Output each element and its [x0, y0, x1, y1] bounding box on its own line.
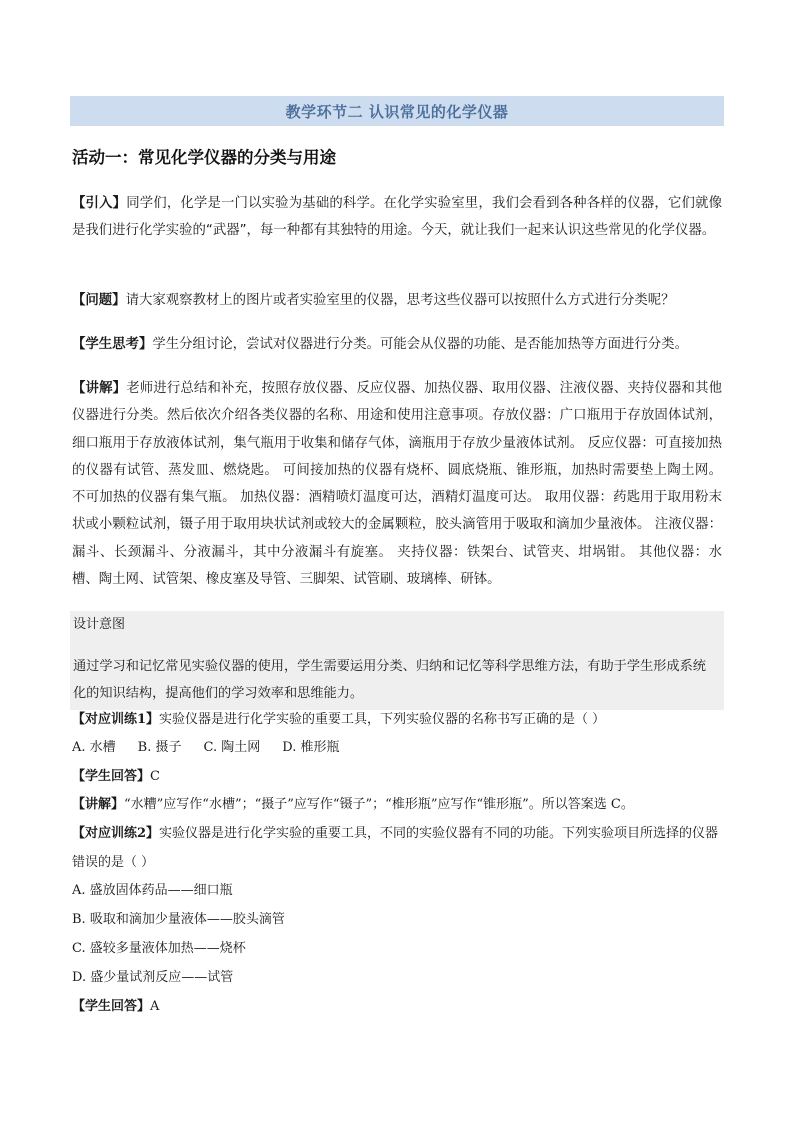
- training2-answer: [72, 993, 722, 1022]
- question-text: 请大家观察教材上的图片或者实验室里的仪器，思考这些仪器可以按照什么方式进行分类呢？: [125, 293, 675, 308]
- training1-option-a: A. 水槽: [72, 740, 116, 755]
- design-intent-label: 设计意图: [73, 617, 126, 632]
- student-think-text: 学生分组讨论，尝试对仪器进行分类。可能会从仪器的功能、是否能加热等方面进行分类。: [152, 337, 688, 352]
- training1-option-d: D. 椎形瓶: [282, 740, 340, 755]
- training2-text: 实验仪器是进行化学实验的重要工具，不同的实验仪器有不同的功能。下列实验项目所选择的仪器错误的是（ ）: [72, 826, 719, 870]
- lecture-paragraph: [72, 375, 722, 593]
- training1-answer-tag: 【学生回答】: [72, 769, 151, 784]
- training1-option-c: C. 陶土网: [203, 740, 261, 755]
- intro-text: 同学们，化学是一门以实验为基础的科学。在化学实验室里，我们会看到各种各样的仪器，它们就像是我们进行化学实验的“武器”，每一种都有其独特的用途。今天，就让我们一起来认识这些常见的化学仪器。: [72, 196, 723, 239]
- training1-explain-tag: 【讲解】: [72, 797, 125, 812]
- training2-answer-tag: 【学生回答】: [72, 999, 151, 1014]
- intro-paragraph: [72, 190, 722, 245]
- training1-question: [72, 706, 722, 735]
- training2-tag: 【对应训练2】: [72, 826, 160, 841]
- training1-text: 实验仪器是进行化学实验的重要工具，下列实验仪器的名称书写正确的是（ ）: [159, 712, 606, 727]
- training2-option-a: A. 盛放固体药品——细口瓶: [72, 883, 233, 898]
- training2-option-d: D. 盛少量试剂反应——试管: [72, 970, 234, 985]
- training1-tag: 【对应训练1】: [72, 712, 160, 727]
- training2-question: [72, 820, 722, 877]
- question-paragraph: [72, 287, 722, 314]
- intro-tag: 【引入】: [72, 196, 127, 211]
- student-think-tag: 【学生思考】: [72, 337, 153, 352]
- question-tag: 【问题】: [72, 293, 126, 308]
- training1-answer: [72, 763, 722, 792]
- training1-explain: [72, 791, 722, 820]
- training2-answer-value: A: [150, 999, 160, 1014]
- student-think-paragraph: [72, 331, 722, 358]
- training2-option-b: B. 吸取和滴加少量液体——胶头滴管: [72, 912, 285, 927]
- activity-title: 活动一：常见化学仪器的分类与用途: [72, 148, 336, 167]
- training1-options: [72, 734, 722, 763]
- lecture-text: 老师进行总结和补充，按照存放仪器、反应仪器、加热仪器、取用仪器、注液仪器、夹持仪器和其他仪器进行分类。然后依次介绍各类仪器的名称、用途和使用注意事项。存放仪器：广口瓶用于存放固体试剂，细口瓶用于存放液体试剂，集气瓶用于收集和储存气体，滴瓶用于存放少量液体试剂。 反应仪器：可直接加热的仪器有试管、蒸发皿、燃烧匙。 可间接加热的仪器有烧杯、圆底烧瓶、锥形瓶，加热时需要垫上陶土网。 不可加热的仪器有集气瓶。 加热仪器：酒精喷灯温度可达，酒精灯温度可达。 取用仪器：药匙用于取用粉末状或小颗粒试剂，镊子用于取用块状试剂或较大的金属颗粒，胶头滴管用于吸取和滴加少量液体。 注液仪器：漏斗、长颈漏斗、分液漏斗，其中分液漏斗有旋塞。 夹持仪器：铁架台、试管夹、坩埚钳。 其他仪器：水槽、陶土网、试管架、橡皮塞及导管、三脚架、试管刷、玻璃棒、研钵。: [72, 381, 723, 588]
- training1-answer-value: C: [150, 769, 160, 784]
- training1-explain-text: “水糟”应写作“水槽”；“摄子”应写作“镊子”；“椎形瓶”应写作“锥形瓶”。所以答案选 C。: [124, 797, 634, 812]
- training1-option-b: B. 摄子: [137, 740, 182, 755]
- section-banner: [70, 96, 724, 126]
- design-intent-box: [70, 611, 724, 710]
- training2-option-c: C. 盛较多量液体加热——烧杯: [72, 941, 246, 956]
- section-title: 教学环节二 认识常见的化学仪器: [285, 102, 509, 121]
- design-intent-text: 通过学习和记忆常见实验仪器的使用，学生需要运用分类、归纳和记忆等科学思维方法，有助于学生形成系统化的知识结构，提高他们的学习效率和思维能力。: [73, 659, 706, 701]
- lecture-tag: 【讲解】: [72, 381, 127, 396]
